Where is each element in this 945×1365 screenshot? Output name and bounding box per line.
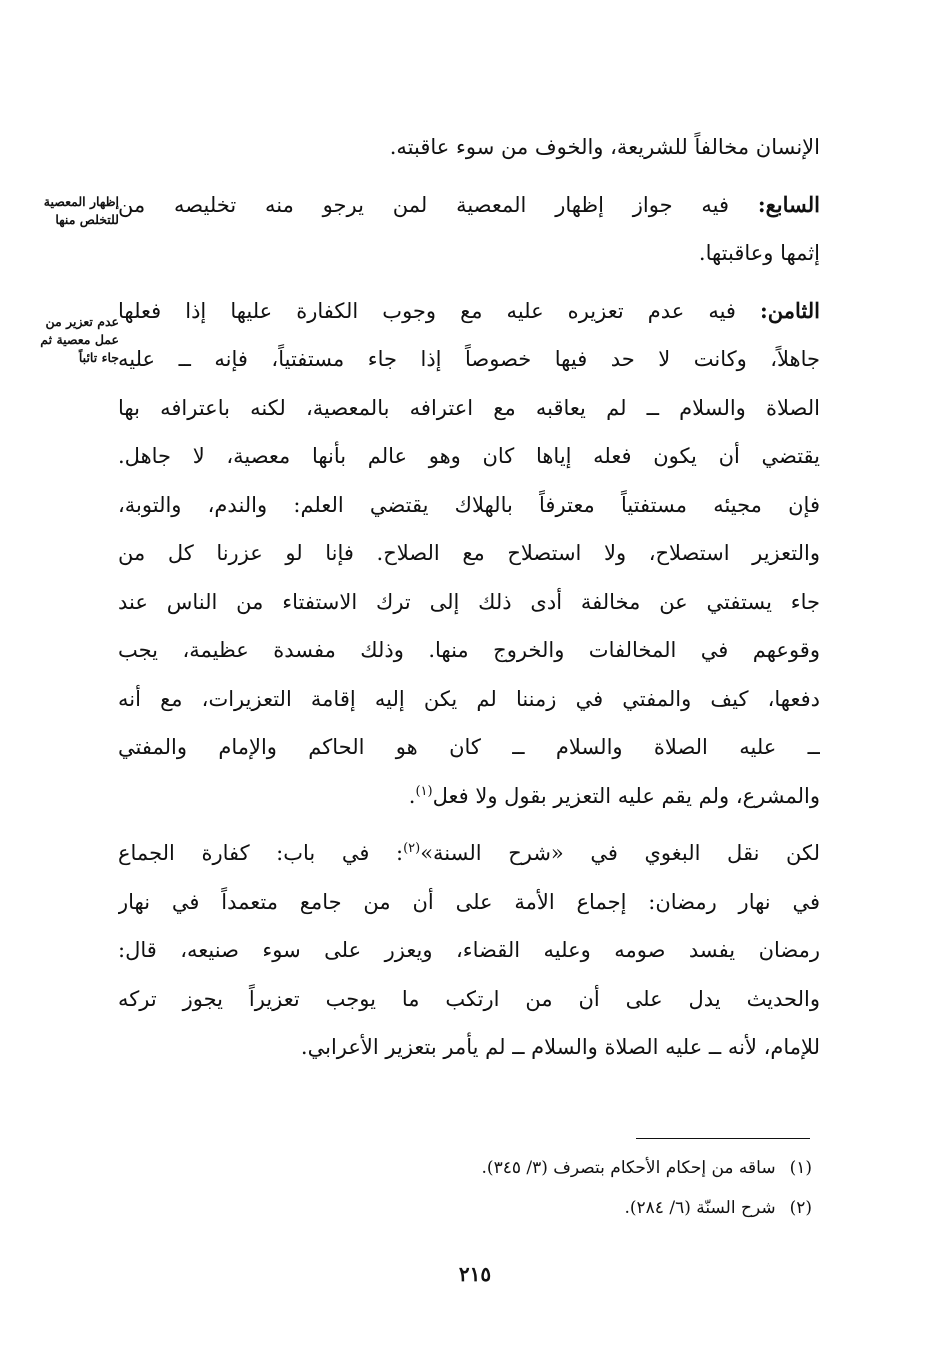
text-line: والحديث يدل على أن من ارتكب ما يوجب تعزيراً يجوز تركه [118, 986, 820, 1011]
text-line: ــ عليه الصلاة والسلام ــ كان هو الحاكم والإمام والمفتي [118, 735, 820, 759]
margin-note-disclosure [19, 193, 119, 229]
text-line: جاهلاً، وكانت لا حد فيها خصوصاً إذا جاء مستفتياً، فإنه ــ عليه [118, 347, 820, 371]
paragraph-seventh [118, 181, 820, 278]
text-line: فيه جواز إظهار المعصية لمن يرجو منه تخليصه من [118, 192, 730, 217]
text-line: رمضان يفسد صومه وعليه القضاء، ويعزر على سوء صنيعه، قال: [118, 938, 820, 962]
text-line: الإنسان مخالفاً للشريعة، والخوف من سوء عاقبته. [389, 135, 820, 159]
margin-note-line: عدم تعزير من [45, 314, 119, 329]
footnote-2 [300, 1188, 812, 1228]
text-line: والتعزير استصلاح، ولا استصلاح مع الصلاح. فإنا لو عزرنا كل من [118, 541, 820, 565]
text-line: دفعها، كيف والمفتي في زمننا لم يكن إليه إقامة التعزيرات، مع أنه [118, 686, 820, 711]
margin-note-line: عمل معصية ثم [40, 332, 119, 347]
footnote-1 [300, 1148, 812, 1188]
margin-note-line: جاء تائباً [78, 350, 119, 365]
footnote-number: (٢) [789, 1198, 812, 1218]
paragraph-lead: السابع: [757, 191, 820, 217]
footnote-ref-2[interactable]: (٢) [403, 841, 421, 856]
paragraph-eighth [118, 287, 820, 821]
margin-note-line: للتخلص منها [55, 212, 119, 227]
text-line: فإن مجيئه مستفتياً معترفاً بالهلاك يقتضي العلم: والندم، والتوبة، [118, 492, 820, 517]
footnote-text: ساقه من إحكام الأحكام بتصرف (٣/ ٣٤٥). [481, 1158, 776, 1178]
text-line: الصلاة والسلام ــ لم يعاقبه مع اعترافه بالمعصية، لكنه باعترافه بها [118, 395, 820, 420]
footnotes [300, 1148, 812, 1228]
text-line: : في باب: كفارة الجماع [118, 841, 404, 865]
footnote-text: شرح السنّة (٦/ ٢٨٤). [624, 1198, 776, 1218]
text-line: فيه عدم تعزيره عليه مع وجوب الكفارة عليها إذا فعلها [118, 298, 736, 323]
text-line: للإمام، لأنه ــ عليه الصلاة والسلام ــ لم يأمر بتعزير الأعرابي. [300, 1035, 820, 1059]
text-line: في نهار رمضان: إجماع الأمة على أن من جامع متعمداً في نهار [118, 889, 820, 914]
footnote-divider [636, 1138, 810, 1139]
main-text [118, 123, 820, 1081]
margin-note-no-punishment [19, 313, 119, 367]
text-line: والمشرع، ولم يقم عليه التعزير بقول ولا فعل [432, 783, 820, 808]
footnote-ref-1[interactable]: (١) [415, 783, 433, 799]
paragraph-baghawi [118, 829, 820, 1072]
page-number: ٢١٥ [458, 1262, 492, 1286]
text-line: وقوعهم في المخالفات والخروج منها. وذلك مفسدة عظيمة، يجب [118, 638, 820, 662]
paragraph-1 [118, 123, 820, 172]
text-line: لكن نقل البغوي في «شرح السنة» [420, 841, 820, 865]
text-line: إثمها وعاقبتها. [698, 241, 820, 265]
margin-note-line: إظهار المعصية [43, 194, 119, 209]
footnote-number: (١) [789, 1158, 812, 1178]
text-line: يقتضي أن يكون فعله إياها كان وهو عالم بأنها معصية، لا جاهل. [118, 444, 820, 468]
text-line: جاء يستفتي عن مخالفة أدى ذلك إلى ترك الاستفتاء من الناس عند [118, 589, 820, 614]
text-line: . [408, 783, 416, 808]
paragraph-lead: الثامن: [760, 297, 820, 323]
